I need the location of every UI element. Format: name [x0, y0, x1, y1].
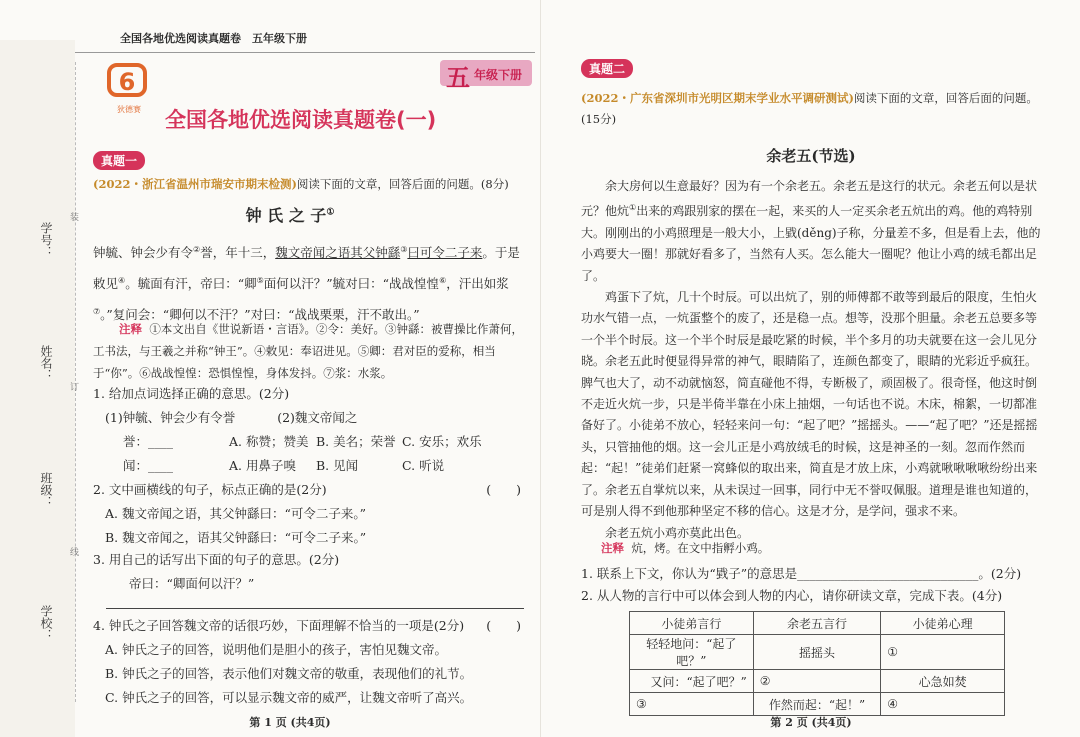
section-tag: 真题二 [581, 58, 633, 78]
answer-table [629, 611, 1005, 716]
table-header-row: 小徒弟言行 余老五言行 小徒弟心理 [630, 612, 1005, 635]
answer-cell[interactable]: ④ [881, 693, 1005, 716]
page-footer: 第 1 页 (共4页) [249, 716, 331, 729]
student-name-label: 姓名： [39, 345, 53, 381]
header-rule [75, 52, 535, 53]
school-label: 学校： [39, 605, 53, 641]
source: (2022・浙江省温州市瑞安市期末检测) [93, 177, 297, 191]
article-body [581, 176, 1043, 544]
answer-cell[interactable]: ③ [630, 693, 754, 716]
question-3: 3. 用自己的话写出下面的句子的意思。(2分) 帝曰：“卿面何以汗？” [93, 552, 340, 591]
grade-label: 年级下册 [474, 68, 523, 82]
question-1: 1. 联系上下文，你认为“戥子”的意思是_____________________________。(2分) [581, 566, 1022, 581]
publisher-logo [106, 62, 152, 114]
logo-text: 狄德赛 [117, 105, 141, 114]
source-line [581, 90, 1043, 107]
notes: 注释 ①本文出自《世说新语・言语》。②令：美好。③钟繇：被曹操比作萧何，工书法，与王羲之并称“钟王”。④敕见：奉诏进见。⑤卿：君对臣的爱称，相当于“你”。⑥战战惶惶：恐惧惶惶，身体发抖。⑦浆：水浆。 [93, 322, 524, 380]
instruction: 阅读下面的文章，回答后面的问题。(8分) [296, 177, 509, 191]
table-row: 又问：“起了吧？” ② 心急如焚 [630, 670, 1005, 693]
page-footer: 第 2 页 (共4页) [770, 716, 852, 729]
table-row: ③ 作然而起：“起！” ④ [630, 693, 1005, 716]
paper-title: 全国各地优选阅读真题卷(一) [165, 108, 437, 132]
article-paragraph: 钟毓、钟会少有令②誉，年十三，魏文帝闻之语其父钟繇③曰可令二子来。于是敕见④。毓面有汗，帝曰：“卿⑤面何以汗？”毓对曰：“战战惶惶⑥，汗出如浆⑦。”复问会：“卿何以不汗？”对曰：“战战栗栗，汗不敢出。” [93, 245, 520, 323]
answer-line[interactable] [106, 608, 524, 609]
binding-mark: 线 [70, 548, 80, 558]
logo-icon [106, 62, 152, 100]
article-title: 钟 氏 之 子① [245, 206, 335, 225]
table-row: 轻轻地问：“起了吧？” 摇摇头 ① [630, 635, 1005, 670]
running-header: 全国各地优选阅读真题卷 五年级下册 [120, 32, 307, 45]
question-1: 1. 给加点词选择正确的意思。(2分) (1)钟毓、钟会少有令誉 (2)魏文帝闻之 誉：____ A. 称赞；赞美 B. 美名；荣誉 C. 安乐；欢乐 闻：____ A. 用鼻子嗅 B. 见闻 C. 听说 [93, 382, 529, 478]
notes: 注释 炕，烤。在文中指孵小鸡。 [601, 541, 770, 555]
question-2: 2. 从人物的言行中可以体会到人物的内心，请你研读文章，完成下表。(4分) [581, 588, 1003, 603]
question-4: 4. 钟氏之子回答魏文帝的话很巧妙，下面理解不恰当的一项是(2分) ( ) A. 钟氏之子的回答，说明他们是胆小的孩子，害怕见魏文帝。 B. 钟氏之子的回答，表示他们对魏文帝的敬重，表现他们的礼节。 C. 钟氏之子的回答，可以显示魏文帝的威严，让魏文帝听了高兴。 [93, 614, 529, 710]
right-page [540, 0, 1080, 737]
binding-mark: 装 [70, 213, 80, 223]
answer-blank[interactable]: 闻：____ [123, 458, 174, 473]
source-line [93, 176, 533, 193]
source: (2022・广东省深圳市光明区期末学业水平调研测试) [581, 91, 854, 105]
answer-paren[interactable]: ( ) [486, 618, 521, 633]
paragraph: 鸡蛋下了炕，几十个时辰。可以出炕了，别的师傅都不敢等到最后的限度，生怕火功水气错一点，一炕蛋整个的废了，还是稳一点。想等，没那个胆量。余老五总要多等一个半个时辰。这一个半个时辰是最吃紧的时候，半个多月的功夫就要在这一会儿见分晓。余老五此时便显得异常的神气，眼睛陷了，连颜色都变了，眼睛的光彩近乎疯狂。脾气也大了，动不动就恼怒，简直碰他不得，专断极了，顽固极了。很奇怪，他这时倒不走近火炕一步，只是半倚半靠在小床上抽烟，一句话也不说。木床，棉絮，一切都准备好了。小徒弟不放心，轻轻来问一句：“起了吧？”摇摇头。——“起了吧？”还是摇摇头，只管抽他的烟。这一会儿正是小鸡放绒毛的时候，这是神圣的一刻。忽而作然而起：“起！”徒弟们赶紧一窝蜂似的取出来，简直是才放上床，小鸡就啾啾啾啾纷纷出来了。余老五自掌炕以来，从未误过一回事，同行中无不誉叹佩服。道理是谁也知道的，可是别人得不到他那种坚定不移的信心。这是才分，是学问，强求不来。 [581, 290, 1038, 519]
answer-paren[interactable]: ( ) [486, 482, 521, 497]
section-tag: 真题一 [93, 150, 145, 170]
answer-cell[interactable]: ① [881, 635, 1005, 670]
paragraph: 余大房何以生意最好？因为有一个余老五。余老五是这行的状元。余老五何以是状元？他炕①出来的鸡跟别家的摆在一起，来买的人一定买余老五炕出的鸡。他的鸡特别大。刚刚出的小鸡照理是一般大小，上戥(děng)子称，分量差不多，但是看上去，他的小鸡要大一圈！那就好看多了，当然有人买。怎么能大一圈呢？他让小鸡的绒毛都出足了。 [581, 179, 1041, 283]
svg-text:6: 6 [118, 68, 136, 96]
class-label: 班级： [39, 472, 53, 508]
article-title: 余老五(节选) [766, 147, 856, 165]
q1-options-row: 誉：____ A. 称赞；赞美 B. 美名；荣誉 C. 安乐；欢乐 [93, 430, 529, 454]
answer-blank[interactable]: 誉：____ [123, 434, 174, 449]
grade-badge [440, 60, 532, 92]
student-number-label: 学号： [39, 222, 53, 258]
question-2: 2. 文中画横线的句子，标点正确的是(2分) ( ) A. 魏文帝闻之语，其父钟繇曰：“可令二子来。” B. 魏文帝闻之，语其父钟繇曰：“可令二子来。” [93, 478, 529, 550]
instruction: 阅读下面的文章，回答后面的问题。 [853, 91, 1038, 105]
q1-options-row: 闻：____ A. 用鼻子嗅 B. 见闻 C. 听说 [93, 454, 529, 478]
binding-mark: 订 [70, 383, 80, 393]
answer-cell[interactable]: ② [753, 670, 881, 693]
score: (15分) [581, 112, 617, 126]
paragraph: 余老五炕小鸡亦莫此出色。 [605, 525, 750, 540]
grade-number: 五 [446, 63, 470, 92]
